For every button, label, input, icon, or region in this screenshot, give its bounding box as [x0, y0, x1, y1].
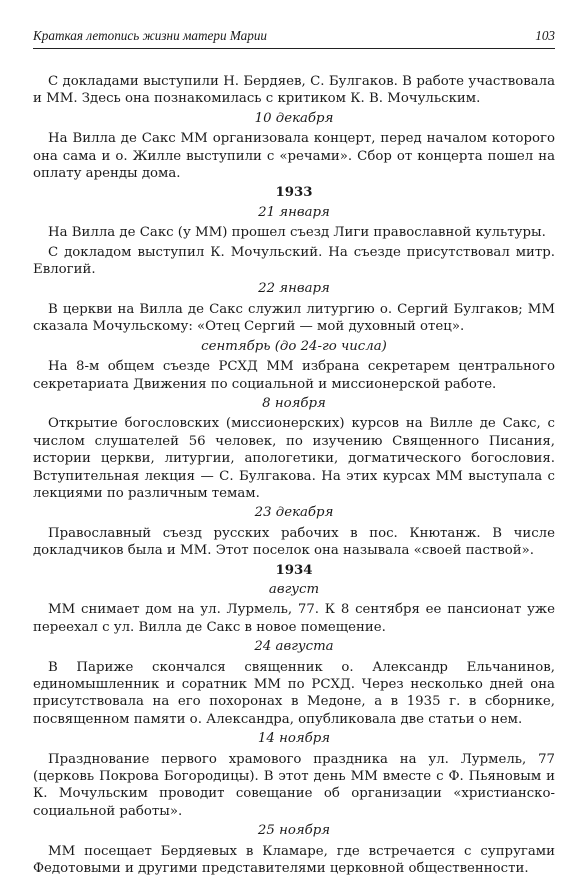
paragraph: Празднование первого храмового праздника на ул. Лурмель, 77 (церковь Покрова Богородицы). В этот день ММ вместе с Ф. Пьяновым и К. Мочульским проводит совещание об организации «христианско-социальной работы».	[33, 751, 555, 819]
chronicle-text	[33, 73, 555, 879]
date-heading: сентябрь (до 24-го числа)	[201, 338, 387, 354]
date-heading: 14 ноября	[257, 731, 331, 747]
paragraph: На 8-м общем съезде РСХД ММ избрана секретарем центрального секретариата Движения по социальной и миссионерской работе.	[33, 359, 555, 392]
page-number: 103	[535, 28, 555, 43]
paragraph: ММ снимает дом на ул. Лурмель, 77. К 8 сентября ее пансионат уже переехал с ул. Вилла де Сакс в новое помещение.	[33, 602, 555, 635]
running-title: Краткая летопись жизни матери Марии	[33, 28, 268, 43]
paragraph: ММ посещает Бердяевых в Кламаре, где встречается с супругами Федотовыми и другими представителями церковной общественности.	[33, 843, 555, 877]
running-header	[33, 26, 555, 49]
date-heading: 21 января	[258, 204, 330, 220]
date-heading: 8 ноября	[262, 395, 326, 411]
date-heading: 10 декабря	[254, 110, 334, 126]
paragraph: Православный съезд русских рабочих в пос. Кнютанж. В числе докладчиков была и ММ. Этот поселок она называла «своей паствой».	[33, 525, 555, 559]
date-heading: август	[268, 581, 320, 597]
year-heading: 1933	[275, 185, 313, 201]
date-heading: 24 августа	[254, 639, 334, 655]
paragraph: На Вилла де Сакс (у ММ) прошел съезд Лиги православной культуры.	[48, 225, 546, 241]
date-heading: 23 декабря	[254, 505, 334, 521]
date-heading: 25 ноября	[257, 823, 331, 839]
paragraph: С докладом выступил К. Мочульский. На съезде присутствовал митр. Евлогий.	[33, 244, 555, 278]
paragraph: С докладами выступили Н. Бердяев, С. Булгаков. В работе участвовала и ММ. Здесь она познакомилась с критиком К. В. Мочульским.	[33, 74, 555, 107]
date-heading: 22 января	[258, 281, 330, 297]
paragraph: В Париже скончался священник о. Александр Ельчанинов, единомышленник и соратник ММ по РСХД. Через несколько дней она присутствовала на его похоронах в Медоне, а в 1935 г. в сборнике, посвященном памяти о. Александра, опубликовала две статьи о нем.	[33, 659, 555, 727]
paragraph: В церкви на Вилла де Сакс служил литургию о. Сергий Булгаков; ММ сказала Мочульскому: «Отец Сергий — мой духовный отец».	[33, 301, 555, 335]
paragraph: На Вилла де Сакс ММ организовала концерт, перед началом которого она сама и о. Жилле выступили с «речами». Сбор от концерта пошел на оплату аренды дома.	[33, 131, 555, 182]
paragraph: Открытие богословских (миссионерских) курсов на Вилле де Сакс, с числом слушателей 56 человек, по изучению Священного Писания, истории церкви, литургии, апологетики, догматического богословия. Вступительная лекция — С. Булгакова. На этих курсах ММ выступала с лекциями по различным темам.	[33, 416, 555, 501]
year-heading: 1934	[275, 562, 313, 578]
